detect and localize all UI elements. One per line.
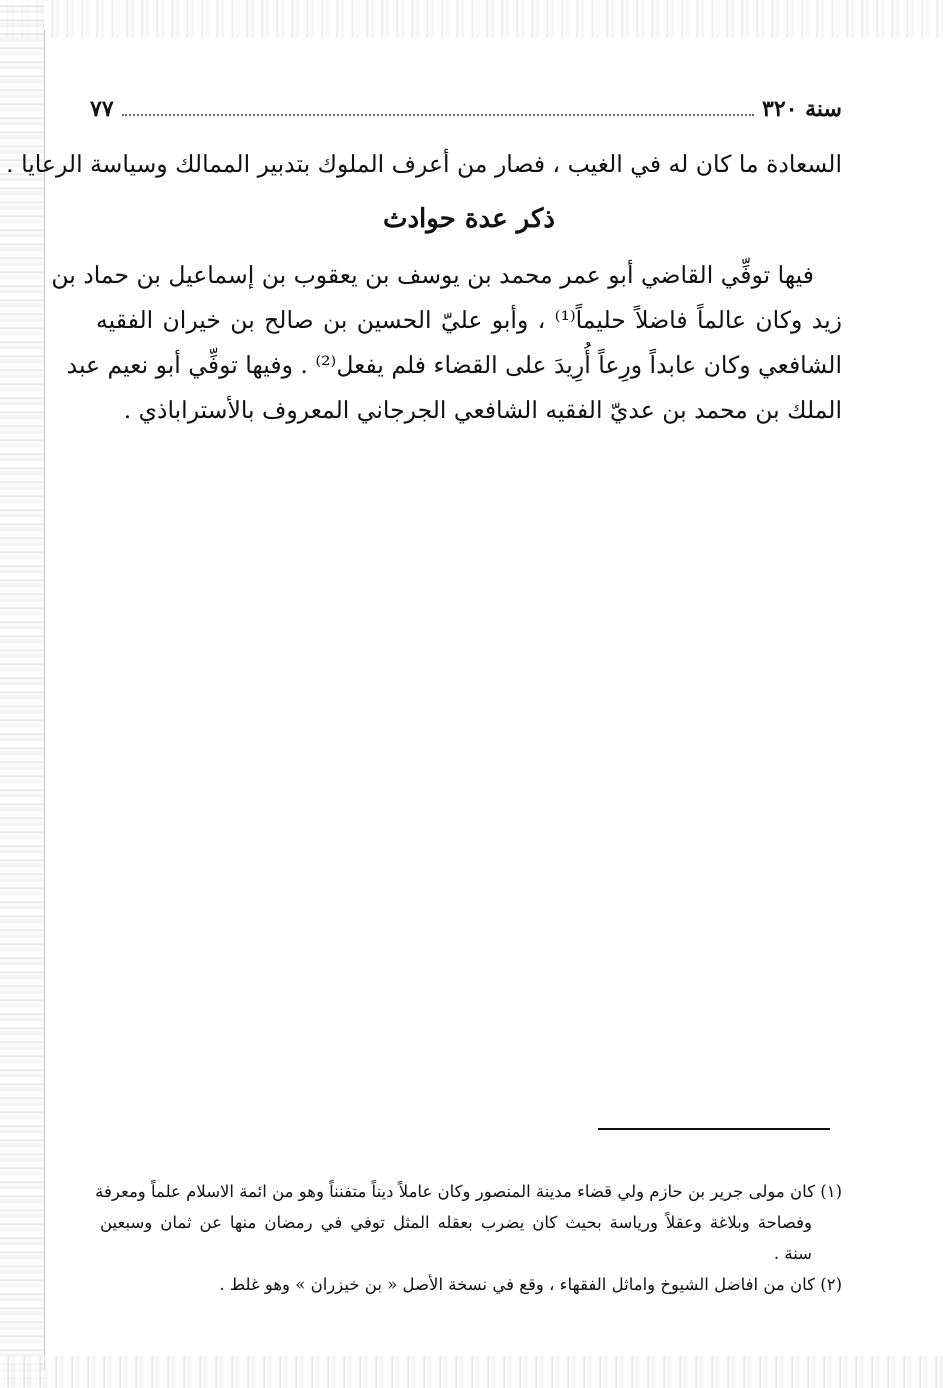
page-number: ٧٧ bbox=[90, 96, 114, 122]
footnote-line: (١) كان مولى جرير بن حازم ولي قضاء مدينة المنصور وكان عاملاً ديناً متفنناً وهو من ائمة الاسلام علماً ومعرفة bbox=[95, 1182, 842, 1201]
footnote-separator bbox=[598, 1128, 830, 1130]
body-line: الملك بن محمد بن عديّ الفقيه الشافعي الجرجاني المعروف بالأستراباذي . bbox=[123, 396, 842, 424]
scan-edge-left-line bbox=[44, 30, 45, 1370]
section-heading: ذكر عدة حوادث bbox=[383, 204, 555, 234]
running-title: سنة ٣٢٠ bbox=[762, 96, 842, 122]
scan-edge-top bbox=[0, 0, 943, 38]
scan-edge-bottom bbox=[0, 1356, 943, 1388]
body-line: السعادة ما كان له في الغيب ، فصار من أعرف الملوك بتدبير الممالك وسياسة الرعايا . bbox=[6, 150, 842, 178]
body-line: فيها توفِّي القاضي أبو عمر محمد بن يوسف بن يعقوب بن إسماعيل بن حماد بن bbox=[51, 261, 814, 289]
footnote-line: (٢) كان من افاضل الشيوخ واماثل الفقهاء ، وقع في نسخة الأصل « بن خيزران » وهو غلط . bbox=[219, 1275, 842, 1294]
header-dotted-leader bbox=[122, 114, 754, 116]
body-line: زيد وكان عالماً فاضلاً حليماً⁽¹⁾ ، وأبو عليّ الحسين بن صالح بن خيران الفقيه bbox=[96, 306, 842, 334]
body-line: الشافعي وكان عابداً ورِعاً أُرِيدَ على القضاء فلم يفعل⁽²⁾ . وفيها توفِّي أبو نعيم عبد bbox=[66, 351, 842, 379]
main-text bbox=[6, 142, 842, 433]
footnotes bbox=[95, 1176, 842, 1300]
scan-edge-left bbox=[0, 0, 44, 1388]
footnote-line: وفصاحة وبلاغة وعقلاً ورياسة بحيث كان يضرب بعقله المثل توفي في رمضان منها عن ثمان وسبعين bbox=[100, 1213, 812, 1232]
page-header bbox=[90, 92, 842, 126]
footnote-line: سنة . bbox=[773, 1244, 812, 1263]
